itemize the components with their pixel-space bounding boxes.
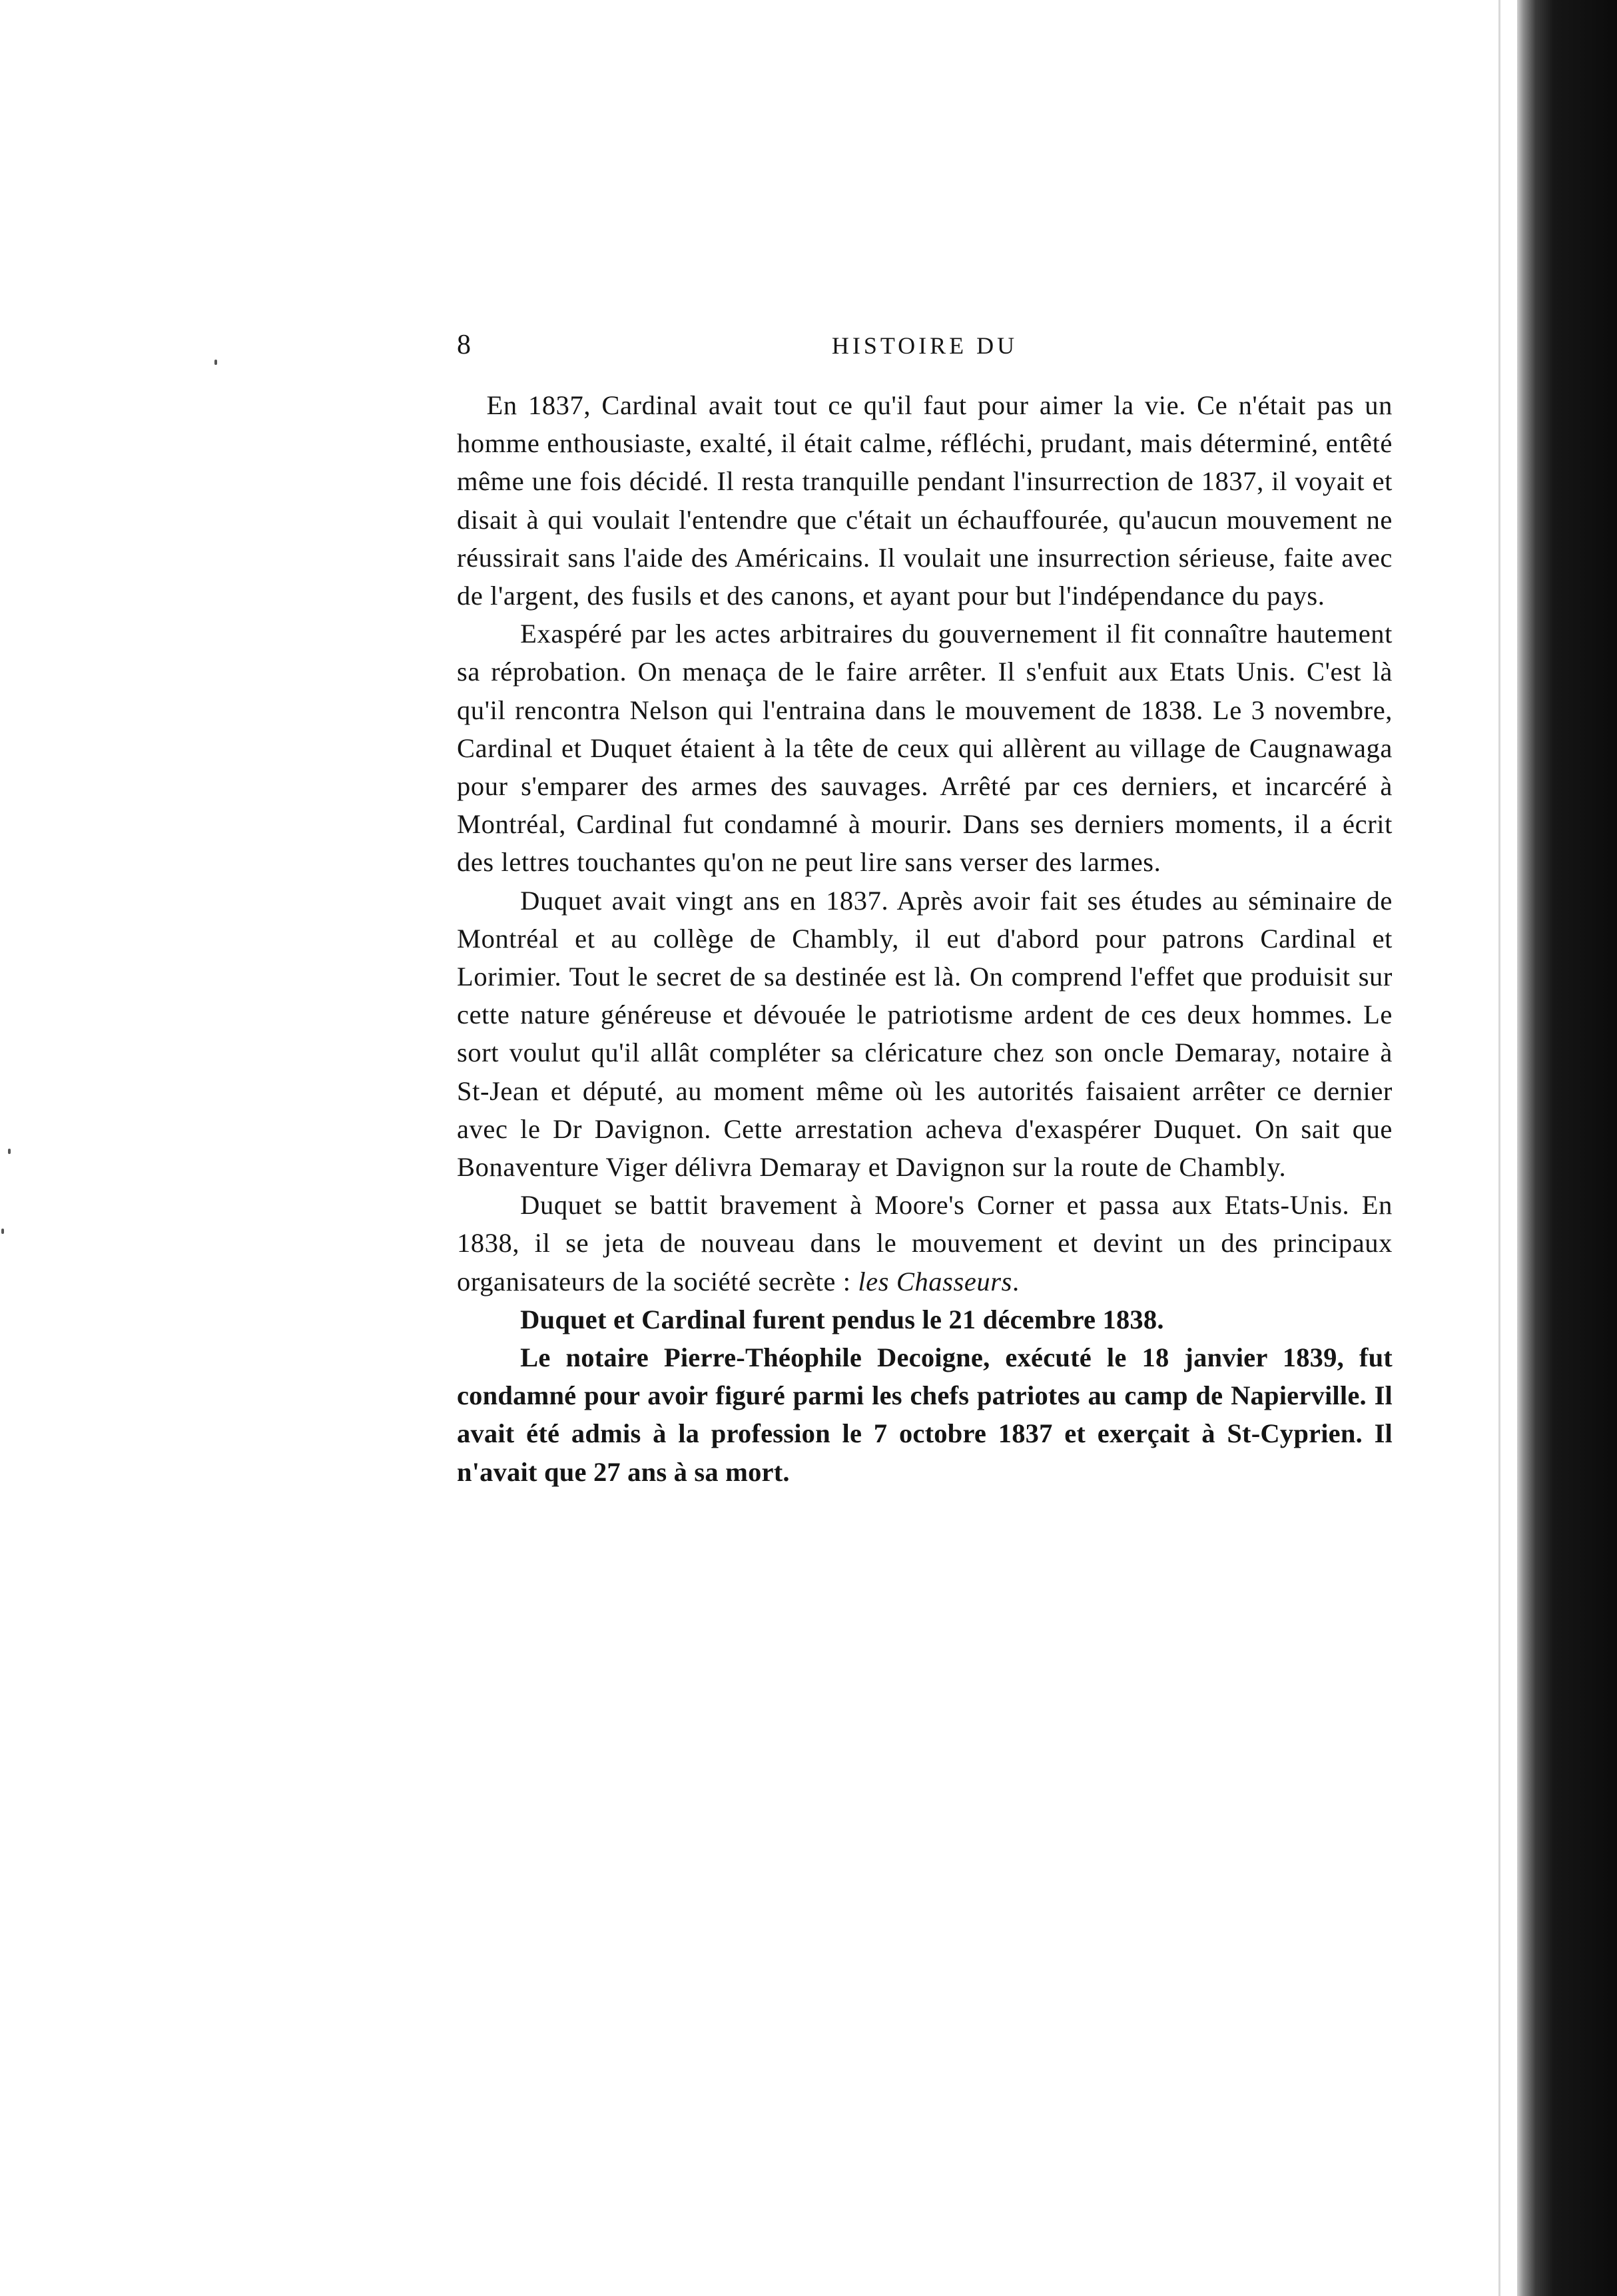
- bold-paragraph: Duquet et Cardinal furent pendus le 21 décembre 1838.: [520, 1304, 1164, 1334]
- bold-paragraph: Le notaire Pierre-Théophile Decoigne, exécuté le 18 janvier 1839, fut condamné pour avoir figuré parmi les chefs patriotes au camp de Napierville. Il avait été admis à la profession le 7 octobre 1837 et exerçait à St-Cyprien. Il n'avait que 27 ans à sa mort.: [457, 1342, 1393, 1487]
- paragraph: Duquet avait vingt ans en 1837. Après avoir fait ses études au séminaire de Montréal et au collège de Chambly, il eut d'abord pour patrons Cardinal et Lorimier. Tout le secret de sa destinée est là. On comprend l'effet que produisit sur cette nature généreuse et dévouée le patriotisme ardent de ces deux hommes. Le sort voulut qu'il allât compléter sa cléricature chez son oncle Demaray, notaire à St-Jean et député, au moment même où les autorités faisaient arrêter ce dernier avec le Dr Davignon. Cette arrestation acheva d'exaspérer Duquet. On sait que Bonaventure Viger délivra Demaray et Davignon sur la route de Chambly.: [457, 885, 1393, 1183]
- body-text: [457, 386, 1393, 1491]
- page-header-title: HISTOIRE DU: [831, 332, 1018, 359]
- italic-term: les Chasseurs: [858, 1266, 1013, 1296]
- scanner-edge: [1517, 0, 1617, 2296]
- scan-speck: [214, 360, 217, 365]
- paragraph: [457, 1186, 1393, 1300]
- paragraph: Exaspéré par les actes arbitraires du gouvernement il fit connaître hautement sa réprobation. On menaça de le faire arrêter. Il s'enfuit aux Etats Unis. C'est là qu'il rencontra Nelson qui l'entraina dans le mouvement de 1838. Le 3 novembre, Cardinal et Duquet étaient à la tête de ceux qui allèrent au village de Caugnawaga pour s'emparer des armes des sauvages. Arrêté par ces derniers, et incarcéré à Montréal, Cardinal fut condamné à mourir. Dans ses derniers moments, il a écrit des lettres touchantes qu'on ne peut lire sans verser des larmes.: [457, 619, 1393, 878]
- paragraph: En 1837, Cardinal avait tout ce qu'il faut pour aimer la vie. Ce n'était pas un homme enthousiaste, exalté, il était calme, réfléchi, prudant, mais déterminé, entêté même une fois décidé. Il resta tranquille pendant l'insurrection de 1837, il voyait et disait à qui voulait l'entendre que c'était un échauffourée, qu'aucun mouvement ne réussirait sans l'aide des Américains. Il voulait une insurrection sérieuse, faite avec de l'argent, des fusils et des canons, et ayant pour but l'indépendance du pays.: [457, 390, 1393, 611]
- scan-speck: [8, 1149, 11, 1154]
- running-head: [457, 320, 1393, 366]
- paragraph-end: .: [1012, 1266, 1020, 1296]
- paragraph-text: Duquet se battit bravement à Moore's Corner et passa aux Etats-Unis. En 1838, il se jeta de nouveau dans le mouvement et devint un des principaux organisateurs de la société secrète :: [457, 1190, 1393, 1296]
- scan-edge-line: [1498, 0, 1500, 2296]
- page-number: 8: [457, 330, 471, 360]
- book-page: [457, 320, 1393, 1491]
- bold-block: [457, 1300, 1393, 1491]
- scan-speck: [1, 1229, 4, 1234]
